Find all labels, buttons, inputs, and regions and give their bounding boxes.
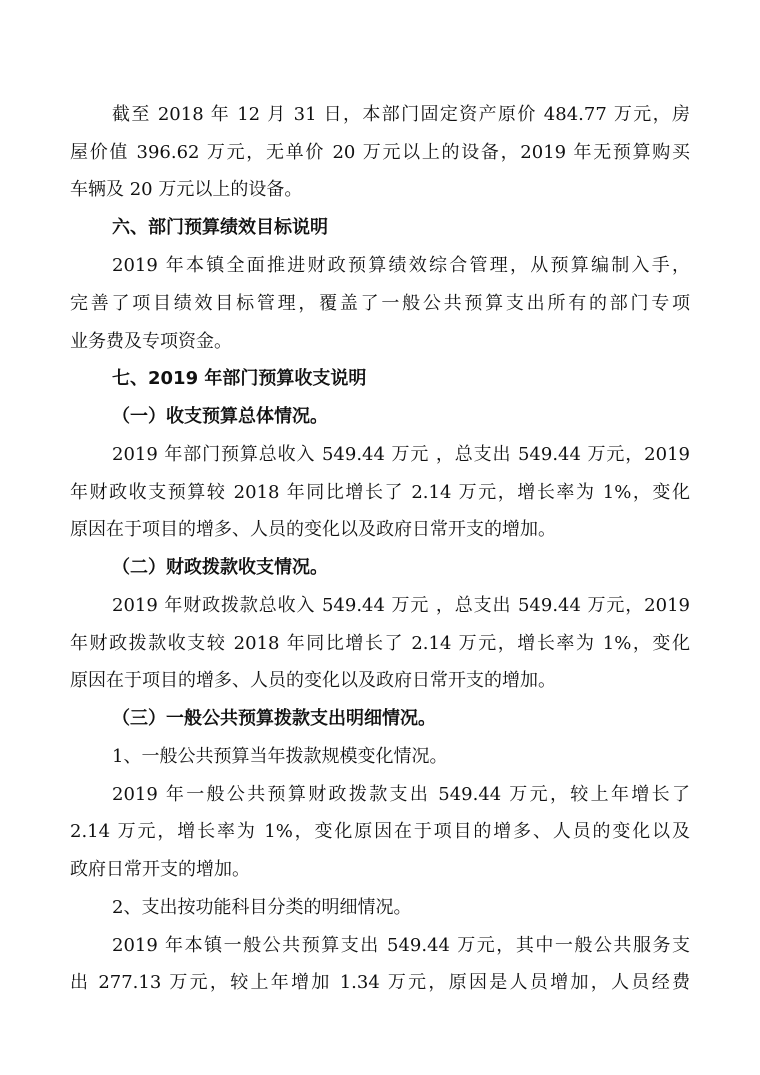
paragraph-line: 年财政拨款收支较 2018 年同比增长了 2.14 万元，增长率为 1%，变化 — [70, 633, 690, 654]
paragraph-line: 原因在于项目的增多、人员的变化以及政府日常开支的增加。 — [70, 670, 556, 691]
paragraph-line: 完善了项目绩效目标管理，覆盖了一般公共预算支出所有的部门专项 — [70, 293, 690, 314]
paragraph-line: 原因在于项目的增多、人员的变化以及政府日常开支的增加。 — [70, 519, 556, 540]
paragraph-line: 2019 年财政拨款总收入 549.44 万元 ，总支出 549.44 万元，2019 — [112, 595, 690, 616]
subsection-heading-3: （三）一般公共预算拨款支出明细情况。 — [112, 708, 436, 729]
paragraph-line: 2.14 万元，增长率为 1%，变化原因在于项目的增多、人员的变化以及 — [70, 821, 690, 842]
subsection-heading-2: （二）财政拨款收支情况。 — [112, 557, 328, 578]
paragraph-line: 业务费及专项资金。 — [70, 331, 232, 352]
paragraph-line: 2019 年本镇一般公共预算支出 549.44 万元，其中一般公共服务支 — [112, 935, 690, 956]
paragraph-line: 2019 年部门预算总收入 549.44 万元 ，总支出 549.44 万元，2019 — [112, 444, 690, 465]
paragraph-line: 截至 2018 年 12 月 31 日，本部门固定资产原价 484.77 万元，房 — [112, 104, 690, 125]
section-heading-7: 七、2019 年部门预算收支说明 — [112, 368, 367, 389]
subsection-heading-1: （一）收支预算总体情况。 — [112, 406, 328, 427]
paragraph-line: 屋价值 396.62 万元，无单价 20 万元以上的设备，2019 年无预算购买 — [70, 142, 690, 163]
section-heading-6: 六、部门预算绩效目标说明 — [112, 217, 328, 238]
paragraph-line: 2019 年一般公共预算财政拨款支出 549.44 万元，较上年增长了 — [112, 784, 690, 805]
paragraph-line: 车辆及 20 万元以上的设备。 — [70, 179, 303, 200]
item-heading-2: 2、支出按功能科目分类的明细情况。 — [112, 897, 412, 918]
paragraph-line: 政府日常开支的增加。 — [70, 859, 250, 880]
paragraph-line: 年财政收支预算较 2018 年同比增长了 2.14 万元，增长率为 1%，变化 — [70, 482, 690, 503]
paragraph-line: 出 277.13 万元，较上年增加 1.34 万元，原因是人员增加，人员经费 — [70, 972, 690, 993]
item-heading-1: 1、一般公共预算当年拨款规模变化情况。 — [112, 746, 448, 767]
paragraph-line: 2019 年本镇全面推进财政预算绩效综合管理，从预算编制入手， — [112, 255, 690, 276]
